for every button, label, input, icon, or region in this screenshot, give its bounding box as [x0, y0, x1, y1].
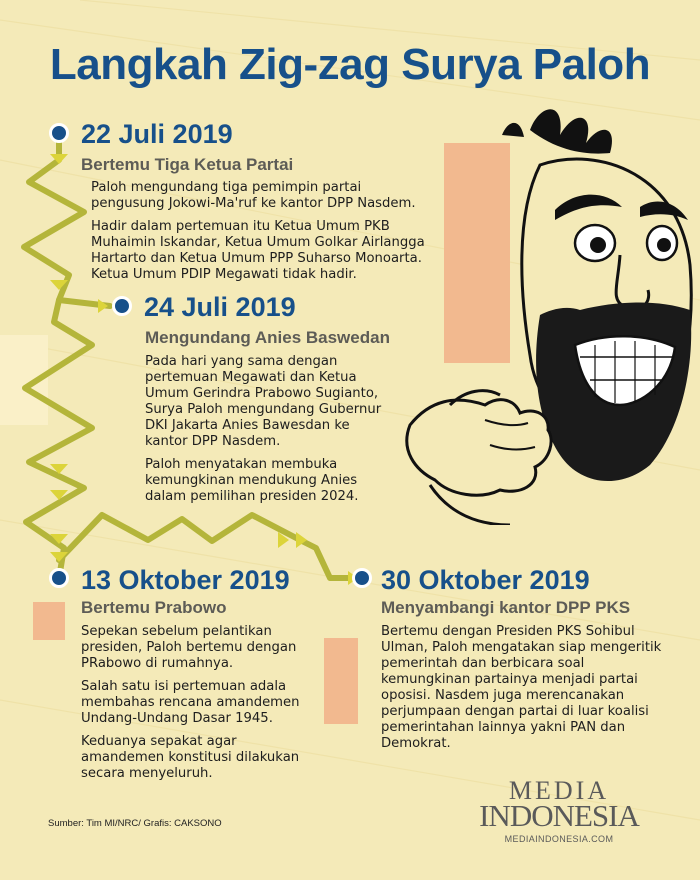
- event-4-date: 30 Oktober 2019: [381, 565, 590, 595]
- event-4-body: [381, 624, 666, 759]
- event-3-paragraph-3: Keduanya sepakat agar amandemen konstitusi dilakukan secara menyeluruh.: [81, 734, 300, 781]
- event-3-body: [81, 624, 311, 789]
- timeline-dot-4: [352, 568, 372, 588]
- event-1-date: 22 Juli 2019: [81, 119, 233, 149]
- event-1-paragraph-2: Hadir dalam pertemuan itu Ketua Umum PKB Muhaimin Iskandar, Ketua Umum Golkar Airlangga Hartarto dan Ketua Umum PPP Suharso Monoarta. Ketua Umum PDIP Megawati tidak hadir.: [91, 219, 425, 282]
- event-1-body: [91, 180, 436, 290]
- source-credit: Sumber: Tim MI/NRC/ Grafis: CAKSONO: [48, 818, 222, 829]
- event-1-paragraph-1: Paloh mengundang tiga pemimpin partai pengusung Jokowi-Ma'ruf ke kantor DPP Nasdem.: [91, 180, 416, 211]
- event-2-paragraph-1: Pada hari yang sama dengan pertemuan Megawati dan Ketua Umum Gerindra Prabowo Sugianto, Surya Paloh mengundang Gubernur DKI Jakarta Anies Bawesdan ke kantor DPP Nasdem.: [145, 354, 382, 449]
- event-2-date: 24 Juli 2019: [144, 292, 296, 322]
- event-3-heading: Bertemu Prabowo: [81, 598, 227, 617]
- event-1-heading: Bertemu Tiga Ketua Partai: [81, 155, 294, 174]
- caricature-illustration: [390, 95, 700, 525]
- logo-line-2: INDONESIA: [479, 798, 639, 833]
- media-indonesia-logo: [466, 776, 652, 846]
- event-2-paragraph-2: Paloh menyatakan membuka kemungkinan mendukung Anies dalam pemilihan presiden 2024.: [145, 457, 359, 504]
- event-2-heading: Mengundang Anies Baswedan: [145, 328, 390, 347]
- timeline-dot-2: [112, 296, 132, 316]
- event-3-date: 13 Oktober 2019: [81, 565, 290, 595]
- event-3-paragraph-1: Sepekan sebelum pelantikan presiden, Paloh bertemu dengan PRabowo di rumahnya.: [81, 624, 297, 671]
- timeline-dot-3: [49, 568, 69, 588]
- page-title: Langkah Zig-zag Surya Paloh: [49, 40, 651, 89]
- event-4-paragraph-1: Bertemu dengan Presiden PKS Sohibul Ulman, Paloh mengatakan siap mengeritik pemerintah dan berbicara soal kemungkinan partainya menjadi partai oposisi. Nasdem juga merencanakan perjumpaan dengan partai di luar koalisi pemerintahan lainnya yakni PAN dan Demokrat.: [381, 624, 662, 751]
- event-4-heading: Menyambangi kantor DPP PKS: [381, 598, 631, 617]
- timeline-dot-1: [49, 123, 69, 143]
- event-3-paragraph-2: Salah satu isi pertemuan adala membahas rencana amandemen Undang-Undang Dasar 1945.: [81, 679, 300, 726]
- event-2-body: [145, 354, 385, 512]
- logo-url: MEDIAINDONESIA.COM: [504, 834, 614, 844]
- logo-line-1: MEDIA: [508, 776, 610, 805]
